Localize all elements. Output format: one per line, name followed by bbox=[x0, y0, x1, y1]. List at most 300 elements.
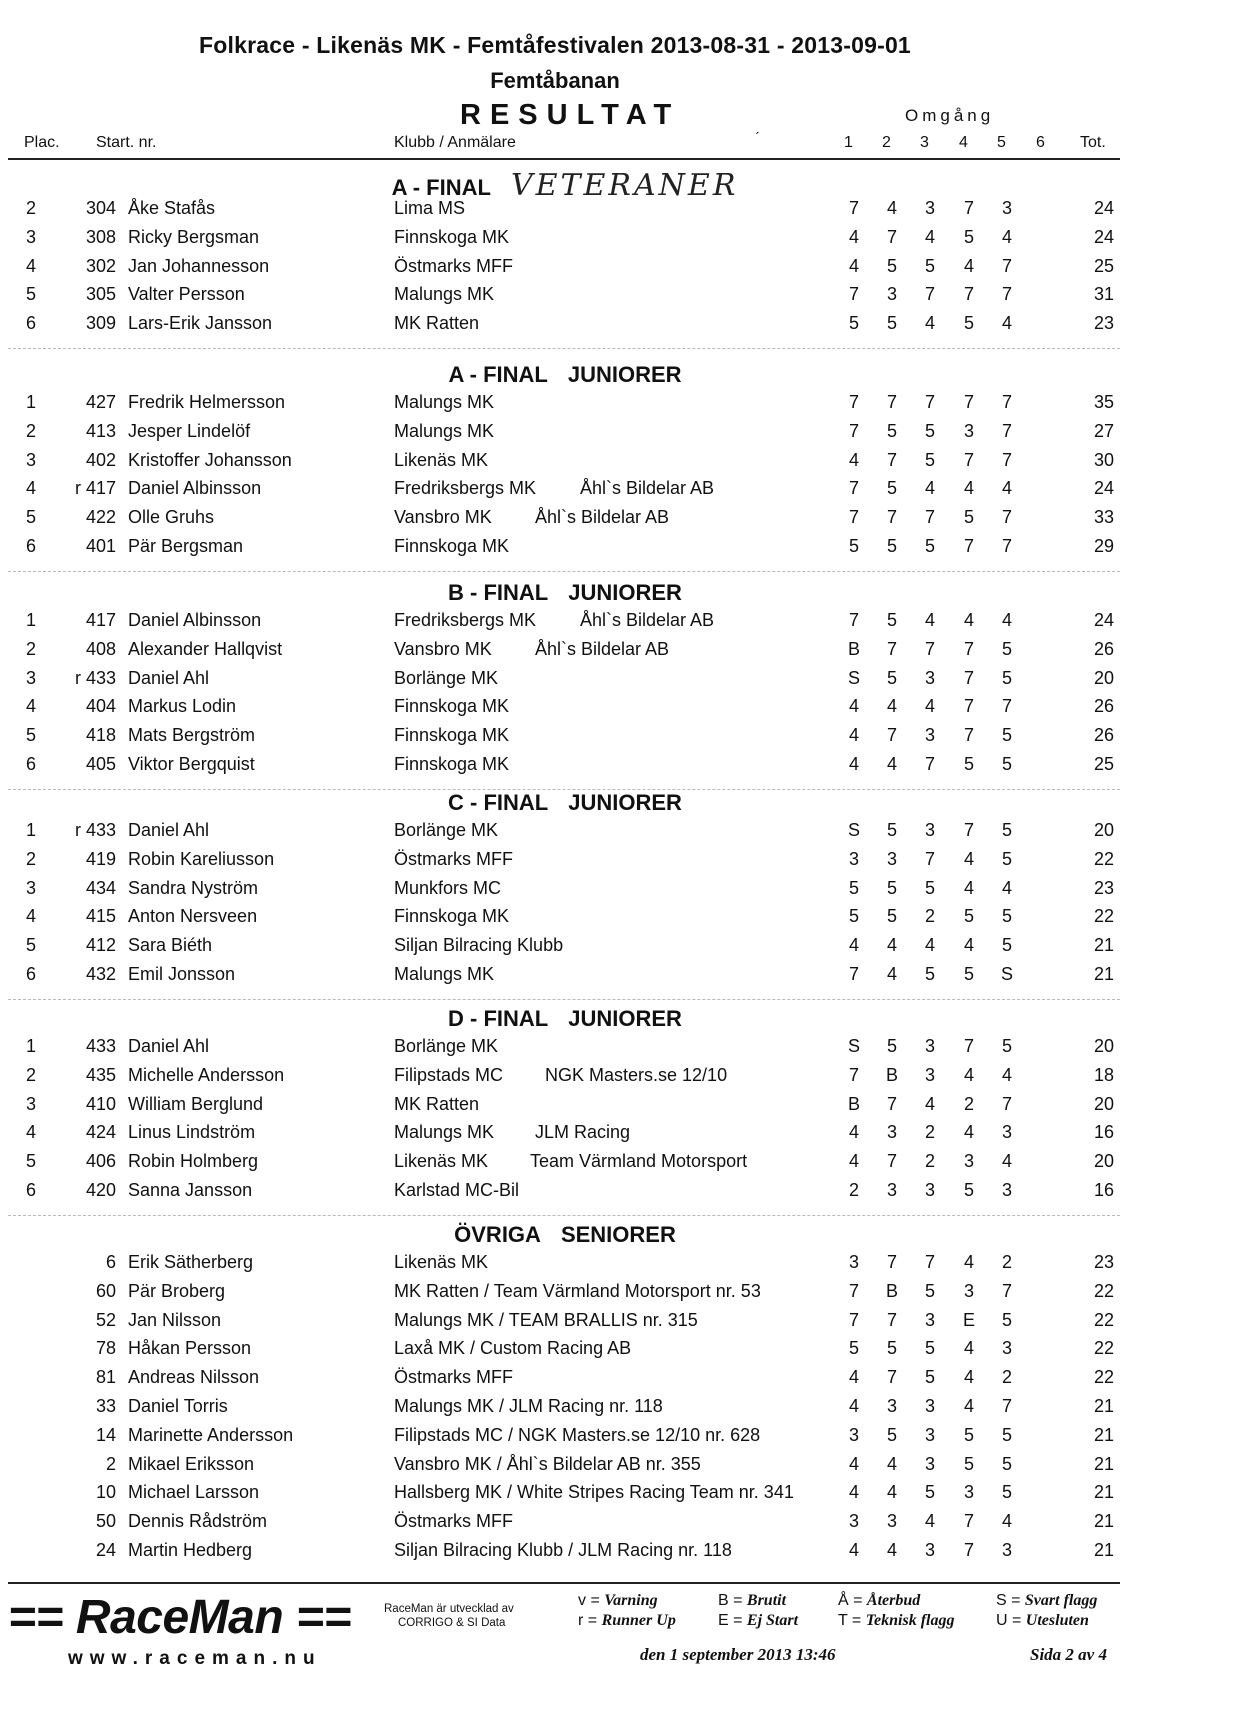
round-5-points: 7 bbox=[1001, 536, 1012, 556]
club-name: Hallsberg MK / White Stripes Racing Team nr. 341 bbox=[394, 1482, 794, 1503]
table-row bbox=[0, 1338, 1250, 1364]
round-1-points: 4 bbox=[848, 754, 859, 774]
table-row bbox=[0, 1511, 1250, 1537]
total-points: 21 bbox=[1093, 1482, 1114, 1503]
round-5-points: 4 bbox=[1001, 1064, 1012, 1085]
round-4-points: 5 bbox=[963, 313, 974, 334]
table-row bbox=[0, 1396, 1250, 1422]
round-2-points: 4 bbox=[886, 1540, 897, 1560]
round-1-points: 4 bbox=[848, 1122, 859, 1143]
club-name: Östmarks MFF bbox=[394, 1367, 513, 1388]
round-1-points: 7 bbox=[848, 610, 859, 630]
round-3-points: 5 bbox=[924, 449, 935, 470]
total-points: 21 bbox=[1093, 1540, 1114, 1560]
round-5-points: 3 bbox=[1001, 1122, 1012, 1143]
round-2-points: 7 bbox=[886, 1252, 897, 1272]
round-2-points: 4 bbox=[886, 198, 897, 218]
sponsor-name: JLM Racing bbox=[535, 1122, 631, 1143]
round-2-points: 3 bbox=[886, 1180, 897, 1200]
table-row bbox=[0, 639, 1250, 665]
table-row bbox=[0, 1252, 1250, 1278]
legend-text: Teknisk flagg bbox=[865, 1612, 955, 1629]
start-number: 410 bbox=[85, 1093, 116, 1114]
club-name: Borlänge MK bbox=[394, 667, 499, 688]
round-5-points: 5 bbox=[1001, 1036, 1012, 1056]
club-name: Laxå MK / Custom Racing AB bbox=[394, 1338, 632, 1359]
round-4-points: 4 bbox=[963, 1122, 974, 1143]
round-5-points: 3 bbox=[1001, 1338, 1012, 1359]
round-4-points: 4 bbox=[963, 478, 974, 499]
start-number: 401 bbox=[85, 536, 116, 556]
placing: 6 bbox=[26, 754, 37, 774]
round-4-points: 5 bbox=[963, 1180, 974, 1200]
placing: 5 bbox=[26, 284, 37, 305]
total-points: 21 bbox=[1093, 964, 1114, 984]
section-divider bbox=[8, 999, 1120, 1000]
round-1-points: 4 bbox=[848, 1482, 859, 1503]
placing: 3 bbox=[26, 449, 37, 470]
club-name: Östmarks MFF bbox=[394, 1511, 513, 1532]
round-5-points: 5 bbox=[1001, 1482, 1012, 1503]
legend-item bbox=[996, 1612, 1089, 1630]
round-5-points: 5 bbox=[1001, 1309, 1012, 1330]
round-4-points: 7 bbox=[963, 536, 974, 556]
round-4-points: 7 bbox=[963, 392, 974, 412]
total-points: 16 bbox=[1093, 1122, 1114, 1143]
driver-name: Andreas Nilsson bbox=[128, 1367, 260, 1388]
club-name: Finnskoga MK bbox=[394, 536, 510, 556]
driver-name: Daniel Torris bbox=[128, 1396, 228, 1416]
club-name: Finnskoga MK bbox=[394, 725, 510, 746]
total-points: 23 bbox=[1093, 313, 1114, 334]
table-row bbox=[0, 696, 1250, 722]
round-5-points: 2 bbox=[1001, 1252, 1012, 1272]
table-row bbox=[0, 507, 1250, 533]
round-5-points: 5 bbox=[1001, 667, 1012, 688]
round-4-points: 4 bbox=[963, 877, 974, 898]
total-points: 22 bbox=[1093, 1367, 1114, 1388]
table-row bbox=[0, 1036, 1250, 1062]
round-4-points: 5 bbox=[963, 964, 974, 984]
round-5-points: 7 bbox=[1001, 392, 1012, 412]
sponsor-name: Åhl`s Bildelar AB bbox=[535, 638, 670, 659]
driver-name: Michael Larsson bbox=[128, 1482, 260, 1503]
round-4-points: 5 bbox=[963, 1453, 974, 1474]
round-2-points: 7 bbox=[886, 392, 897, 412]
placing: 4 bbox=[26, 255, 37, 276]
club-name: Likenäs MK bbox=[394, 1151, 489, 1172]
section-title-main: A - FINAL bbox=[448, 362, 548, 387]
round-4-points: 4 bbox=[963, 935, 974, 956]
start-number: 309 bbox=[85, 313, 116, 334]
round-4-points: 7 bbox=[963, 820, 974, 840]
round-3-points: 5 bbox=[924, 1367, 935, 1388]
page-title: Folkrace - Likenäs MK - Femtåfestivalen 2013-08-31 - 2013-09-01 bbox=[199, 32, 911, 58]
round-1-points: 5 bbox=[848, 1338, 859, 1359]
total-points: 23 bbox=[1093, 1252, 1114, 1272]
table-row bbox=[0, 1065, 1250, 1091]
total-points: 22 bbox=[1093, 1309, 1114, 1330]
start-number: 308 bbox=[85, 226, 116, 247]
col-round-1: 1 bbox=[844, 134, 853, 151]
club-name: Vansbro MK / Åhl`s Bildelar AB nr. 355 bbox=[394, 1453, 701, 1474]
round-5-points: 4 bbox=[1001, 1511, 1012, 1532]
round-2-points: 3 bbox=[886, 1396, 897, 1416]
placing: 1 bbox=[26, 820, 37, 840]
start-number: 78 bbox=[95, 1338, 116, 1359]
round-5-points: 7 bbox=[1001, 449, 1012, 470]
club-name: Filipstads MC bbox=[394, 1064, 504, 1085]
club-name: Malungs MK bbox=[394, 284, 495, 305]
round-1-points: 7 bbox=[848, 1280, 859, 1301]
round-1-points: 7 bbox=[848, 198, 859, 218]
placing: 4 bbox=[26, 696, 37, 717]
round-3-points: 3 bbox=[924, 1064, 935, 1085]
legend-eq: = bbox=[848, 1592, 867, 1609]
round-5-points: 5 bbox=[1001, 754, 1012, 774]
round-3-points: 3 bbox=[924, 1036, 935, 1056]
table-row bbox=[0, 820, 1250, 846]
total-points: 27 bbox=[1093, 420, 1114, 441]
section-title-class: JUNIORER bbox=[568, 790, 682, 815]
start-number: 50 bbox=[95, 1511, 116, 1532]
round-3-points: 4 bbox=[924, 313, 935, 334]
driver-name: Alexander Hallqvist bbox=[128, 638, 283, 659]
round-5-points: 4 bbox=[1001, 877, 1012, 898]
round-4-points: 7 bbox=[963, 449, 974, 470]
section-title bbox=[0, 790, 1130, 816]
round-2-points: 4 bbox=[886, 1482, 897, 1503]
section-title bbox=[0, 362, 1130, 388]
round-2-points: 7 bbox=[886, 1309, 897, 1330]
sponsor-name: Åhl`s Bildelar AB bbox=[580, 610, 715, 630]
driver-name: Sanna Jansson bbox=[128, 1180, 253, 1200]
round-3-points: 7 bbox=[924, 284, 935, 305]
table-row bbox=[0, 313, 1250, 339]
round-2-points: 5 bbox=[886, 877, 897, 898]
round-2-points: B bbox=[885, 1280, 898, 1301]
start-number: 418 bbox=[85, 725, 116, 746]
section-title bbox=[0, 1222, 1130, 1248]
total-points: 21 bbox=[1093, 1424, 1114, 1445]
round-2-points: 4 bbox=[886, 964, 897, 984]
round-2-points: 5 bbox=[886, 610, 897, 630]
round-3-points: 2 bbox=[924, 1122, 935, 1143]
round-4-points: 5 bbox=[963, 906, 974, 927]
legend-key: B bbox=[718, 1592, 729, 1609]
total-points: 20 bbox=[1093, 820, 1114, 840]
page-number: Sida 2 av 4 bbox=[1030, 1645, 1107, 1664]
table-row bbox=[0, 610, 1250, 636]
total-points: 22 bbox=[1093, 848, 1114, 869]
round-3-points: 7 bbox=[924, 638, 935, 659]
section-divider bbox=[8, 1215, 1120, 1216]
round-5-points: 5 bbox=[1001, 935, 1012, 956]
start-number: 6 bbox=[105, 1252, 116, 1272]
round-2-points: 5 bbox=[886, 313, 897, 334]
start-number: 60 bbox=[95, 1280, 116, 1301]
round-1-points: B bbox=[847, 638, 860, 659]
handwritten-note: VETERANER bbox=[510, 168, 739, 203]
driver-name: Emil Jonsson bbox=[128, 964, 236, 984]
round-2-points: 7 bbox=[886, 449, 897, 470]
table-row bbox=[0, 450, 1250, 476]
club-name: Malungs MK bbox=[394, 420, 495, 441]
round-3-points: 5 bbox=[924, 1482, 935, 1503]
driver-name: Jan Johannesson bbox=[128, 255, 270, 276]
driver-name: Lars-Erik Jansson bbox=[128, 313, 273, 334]
driver-name: Daniel Ahl bbox=[128, 667, 210, 688]
round-1-points: 7 bbox=[848, 420, 859, 441]
start-number: 435 bbox=[85, 1064, 116, 1085]
club-name: Malungs MK bbox=[394, 1122, 495, 1143]
section-title-class: JUNIORER bbox=[567, 362, 682, 387]
start-number: 408 bbox=[85, 638, 116, 659]
placing: 1 bbox=[26, 1036, 37, 1056]
total-points: 20 bbox=[1093, 1093, 1114, 1114]
total-points: 18 bbox=[1093, 1064, 1114, 1085]
round-3-points: 7 bbox=[924, 1252, 935, 1272]
round-4-points: 4 bbox=[963, 848, 974, 869]
legend-eq: = bbox=[1007, 1612, 1026, 1629]
legend-text: Svart flagg bbox=[1024, 1592, 1098, 1609]
legend-key: v bbox=[578, 1592, 586, 1609]
club-name: Siljan Bilracing Klubb / JLM Racing nr. 118 bbox=[394, 1540, 732, 1560]
table-row bbox=[0, 227, 1250, 253]
sponsor-name: Åhl`s Bildelar AB bbox=[580, 478, 715, 499]
start-number: 402 bbox=[85, 449, 116, 470]
round-1-points: S bbox=[847, 820, 860, 840]
table-row bbox=[0, 1482, 1250, 1508]
round-1-points: 4 bbox=[848, 1396, 859, 1416]
section-divider bbox=[8, 571, 1120, 572]
placing: 2 bbox=[26, 1064, 37, 1085]
round-2-points: 3 bbox=[886, 848, 897, 869]
legend-item bbox=[718, 1612, 798, 1630]
round-3-points: 7 bbox=[924, 754, 935, 774]
driver-name: Linus Lindström bbox=[128, 1122, 256, 1143]
col-round-2: 2 bbox=[882, 134, 891, 151]
round-3-points: 5 bbox=[924, 877, 935, 898]
round-5-points: 2 bbox=[1001, 1367, 1012, 1388]
round-5-points: 5 bbox=[1001, 1424, 1012, 1445]
round-2-points: 7 bbox=[886, 1093, 897, 1114]
start-number: 2 bbox=[105, 1453, 116, 1474]
total-points: 25 bbox=[1093, 255, 1114, 276]
round-4-points: 3 bbox=[963, 1151, 974, 1172]
round-4-points: 4 bbox=[963, 1396, 974, 1416]
placing: 6 bbox=[26, 1180, 37, 1200]
total-points: 22 bbox=[1093, 1338, 1114, 1359]
club-name: Östmarks MFF bbox=[394, 848, 513, 869]
round-1-points: 4 bbox=[848, 696, 859, 717]
driver-name: Martin Hedberg bbox=[128, 1540, 253, 1560]
club-name: Finnskoga MK bbox=[394, 696, 510, 717]
round-3-points: 7 bbox=[924, 507, 935, 528]
section-title-main: C - FINAL bbox=[448, 790, 549, 815]
driver-name: Sandra Nyström bbox=[128, 877, 259, 898]
round-2-points: 5 bbox=[886, 1036, 897, 1056]
round-2-points: 3 bbox=[886, 1511, 897, 1532]
round-2-points: 7 bbox=[886, 725, 897, 746]
round-1-points: 4 bbox=[848, 1367, 859, 1388]
section-title-class: JUNIORER bbox=[568, 580, 682, 605]
omgang-label: Omgång bbox=[905, 106, 995, 125]
total-points: 35 bbox=[1093, 392, 1114, 412]
round-5-points: 7 bbox=[1001, 1280, 1012, 1301]
driver-name: Michelle Andersson bbox=[128, 1064, 285, 1085]
club-name: Finnskoga MK bbox=[394, 754, 510, 774]
round-1-points: 7 bbox=[848, 1309, 859, 1330]
section-title bbox=[0, 1006, 1130, 1032]
total-points: 21 bbox=[1093, 1453, 1114, 1474]
round-2-points: 5 bbox=[886, 536, 897, 556]
driver-name: Ricky Bergsman bbox=[128, 226, 260, 247]
club-name: Östmarks MFF bbox=[394, 255, 513, 276]
round-5-points: 5 bbox=[1001, 906, 1012, 927]
round-4-points: 4 bbox=[963, 1338, 974, 1359]
placing: 2 bbox=[26, 198, 37, 218]
legend-text: Återbud bbox=[866, 1592, 921, 1609]
credit-line-2: CORRIGO & SI Data bbox=[398, 1617, 506, 1629]
section-divider bbox=[8, 348, 1120, 349]
table-row bbox=[0, 198, 1250, 224]
placing: 3 bbox=[26, 1093, 37, 1114]
placing: 6 bbox=[26, 313, 37, 334]
round-5-points: 7 bbox=[1001, 696, 1012, 717]
round-5-points: 5 bbox=[1001, 1453, 1012, 1474]
round-1-points: 4 bbox=[848, 935, 859, 956]
placing: 4 bbox=[26, 1122, 37, 1143]
driver-name: William Berglund bbox=[128, 1093, 264, 1114]
round-4-points: 5 bbox=[963, 507, 974, 528]
legend-item bbox=[838, 1592, 920, 1610]
round-1-points: 4 bbox=[848, 255, 859, 276]
legend-item bbox=[996, 1592, 1097, 1610]
placing: 6 bbox=[26, 536, 37, 556]
placing: 2 bbox=[26, 420, 37, 441]
round-2-points: 7 bbox=[886, 226, 897, 247]
table-row bbox=[0, 754, 1250, 780]
round-4-points: 7 bbox=[963, 1511, 974, 1532]
round-3-points: 4 bbox=[924, 935, 935, 956]
round-2-points: 3 bbox=[886, 1122, 897, 1143]
start-number: 305 bbox=[85, 284, 116, 305]
round-2-points: 4 bbox=[886, 696, 897, 717]
round-4-points: 5 bbox=[963, 1424, 974, 1445]
round-1-points: S bbox=[847, 1036, 860, 1056]
raceman-logo: == RaceMan == bbox=[8, 1591, 352, 1644]
table-row bbox=[0, 256, 1250, 282]
round-3-points: 5 bbox=[924, 1280, 935, 1301]
total-points: 26 bbox=[1093, 638, 1114, 659]
round-1-points: 3 bbox=[848, 1424, 859, 1445]
legend-text: Brutit bbox=[746, 1592, 787, 1609]
driver-name: Anton Nersveen bbox=[128, 906, 258, 927]
start-number: 33 bbox=[95, 1396, 116, 1416]
round-2-points: 4 bbox=[886, 754, 897, 774]
total-points: 22 bbox=[1093, 906, 1114, 927]
header-divider bbox=[8, 158, 1120, 160]
round-1-points: 3 bbox=[848, 848, 859, 869]
round-2-points: 5 bbox=[886, 255, 897, 276]
round-3-points: 7 bbox=[924, 392, 935, 412]
round-1-points: 5 bbox=[848, 536, 859, 556]
club-name: Malungs MK / TEAM BRALLIS nr. 315 bbox=[394, 1309, 698, 1330]
round-4-points: 4 bbox=[963, 1252, 974, 1272]
round-1-points: 7 bbox=[848, 507, 859, 528]
driver-name: Mikael Eriksson bbox=[128, 1453, 255, 1474]
print-date: den 1 september 2013 13:46 bbox=[640, 1645, 836, 1664]
round-3-points: 4 bbox=[924, 478, 935, 499]
start-number: 10 bbox=[95, 1482, 116, 1503]
round-1-points: 4 bbox=[848, 725, 859, 746]
section-title bbox=[0, 580, 1130, 606]
round-5-points: 4 bbox=[1001, 1151, 1012, 1172]
round-5-points: 7 bbox=[1001, 284, 1012, 305]
club-name: Karlstad MC-Bil bbox=[394, 1180, 520, 1200]
col-tot: Tot. bbox=[1080, 134, 1106, 151]
round-1-points: 3 bbox=[848, 1511, 859, 1532]
table-row bbox=[0, 392, 1250, 418]
credit-line-1: RaceMan är utvecklad av bbox=[384, 1603, 514, 1615]
round-1-points: 4 bbox=[848, 1453, 859, 1474]
total-points: 23 bbox=[1093, 877, 1114, 898]
placing: 3 bbox=[26, 667, 37, 688]
table-row bbox=[0, 536, 1250, 562]
total-points: 21 bbox=[1093, 935, 1114, 956]
round-4-points: 2 bbox=[963, 1093, 974, 1114]
table-row bbox=[0, 1151, 1250, 1177]
club-name: Malungs MK bbox=[394, 964, 495, 984]
legend-item bbox=[718, 1592, 786, 1610]
round-4-points: 7 bbox=[963, 667, 974, 688]
club-name: Finnskoga MK bbox=[394, 906, 510, 927]
round-3-points: 5 bbox=[924, 420, 935, 441]
table-row bbox=[0, 1180, 1250, 1206]
round-1-points: 4 bbox=[848, 1151, 859, 1172]
club-name: Vansbro MK bbox=[394, 638, 492, 659]
start-number: 413 bbox=[85, 420, 116, 441]
table-row bbox=[0, 849, 1250, 875]
table-row bbox=[0, 878, 1250, 904]
round-1-points: 3 bbox=[848, 1252, 859, 1272]
start-number: 420 bbox=[85, 1180, 116, 1200]
driver-name: Erik Sätherberg bbox=[128, 1252, 254, 1272]
round-1-points: S bbox=[847, 667, 860, 688]
total-points: 26 bbox=[1093, 725, 1114, 746]
col-round-3: 3 bbox=[920, 134, 929, 151]
club-name: Likenäs MK bbox=[394, 449, 489, 470]
placing: 3 bbox=[26, 226, 37, 247]
round-1-points: 2 bbox=[848, 1180, 859, 1200]
table-row bbox=[0, 284, 1250, 310]
total-points: 24 bbox=[1093, 198, 1114, 218]
round-2-points: 5 bbox=[886, 667, 897, 688]
round-4-points: 3 bbox=[963, 1280, 974, 1301]
round-3-points: 5 bbox=[924, 536, 935, 556]
driver-name: Robin Holmberg bbox=[128, 1151, 259, 1172]
driver-name: Åke Stafås bbox=[128, 198, 216, 218]
legend-text: Runner Up bbox=[601, 1612, 676, 1629]
round-1-points: 7 bbox=[848, 478, 859, 499]
legend-key: r bbox=[578, 1612, 584, 1629]
table-row bbox=[0, 1367, 1250, 1393]
round-3-points: 2 bbox=[924, 1151, 935, 1172]
footer-divider bbox=[8, 1582, 1120, 1584]
legend-eq: = bbox=[728, 1612, 747, 1629]
start-number: 404 bbox=[85, 696, 116, 717]
